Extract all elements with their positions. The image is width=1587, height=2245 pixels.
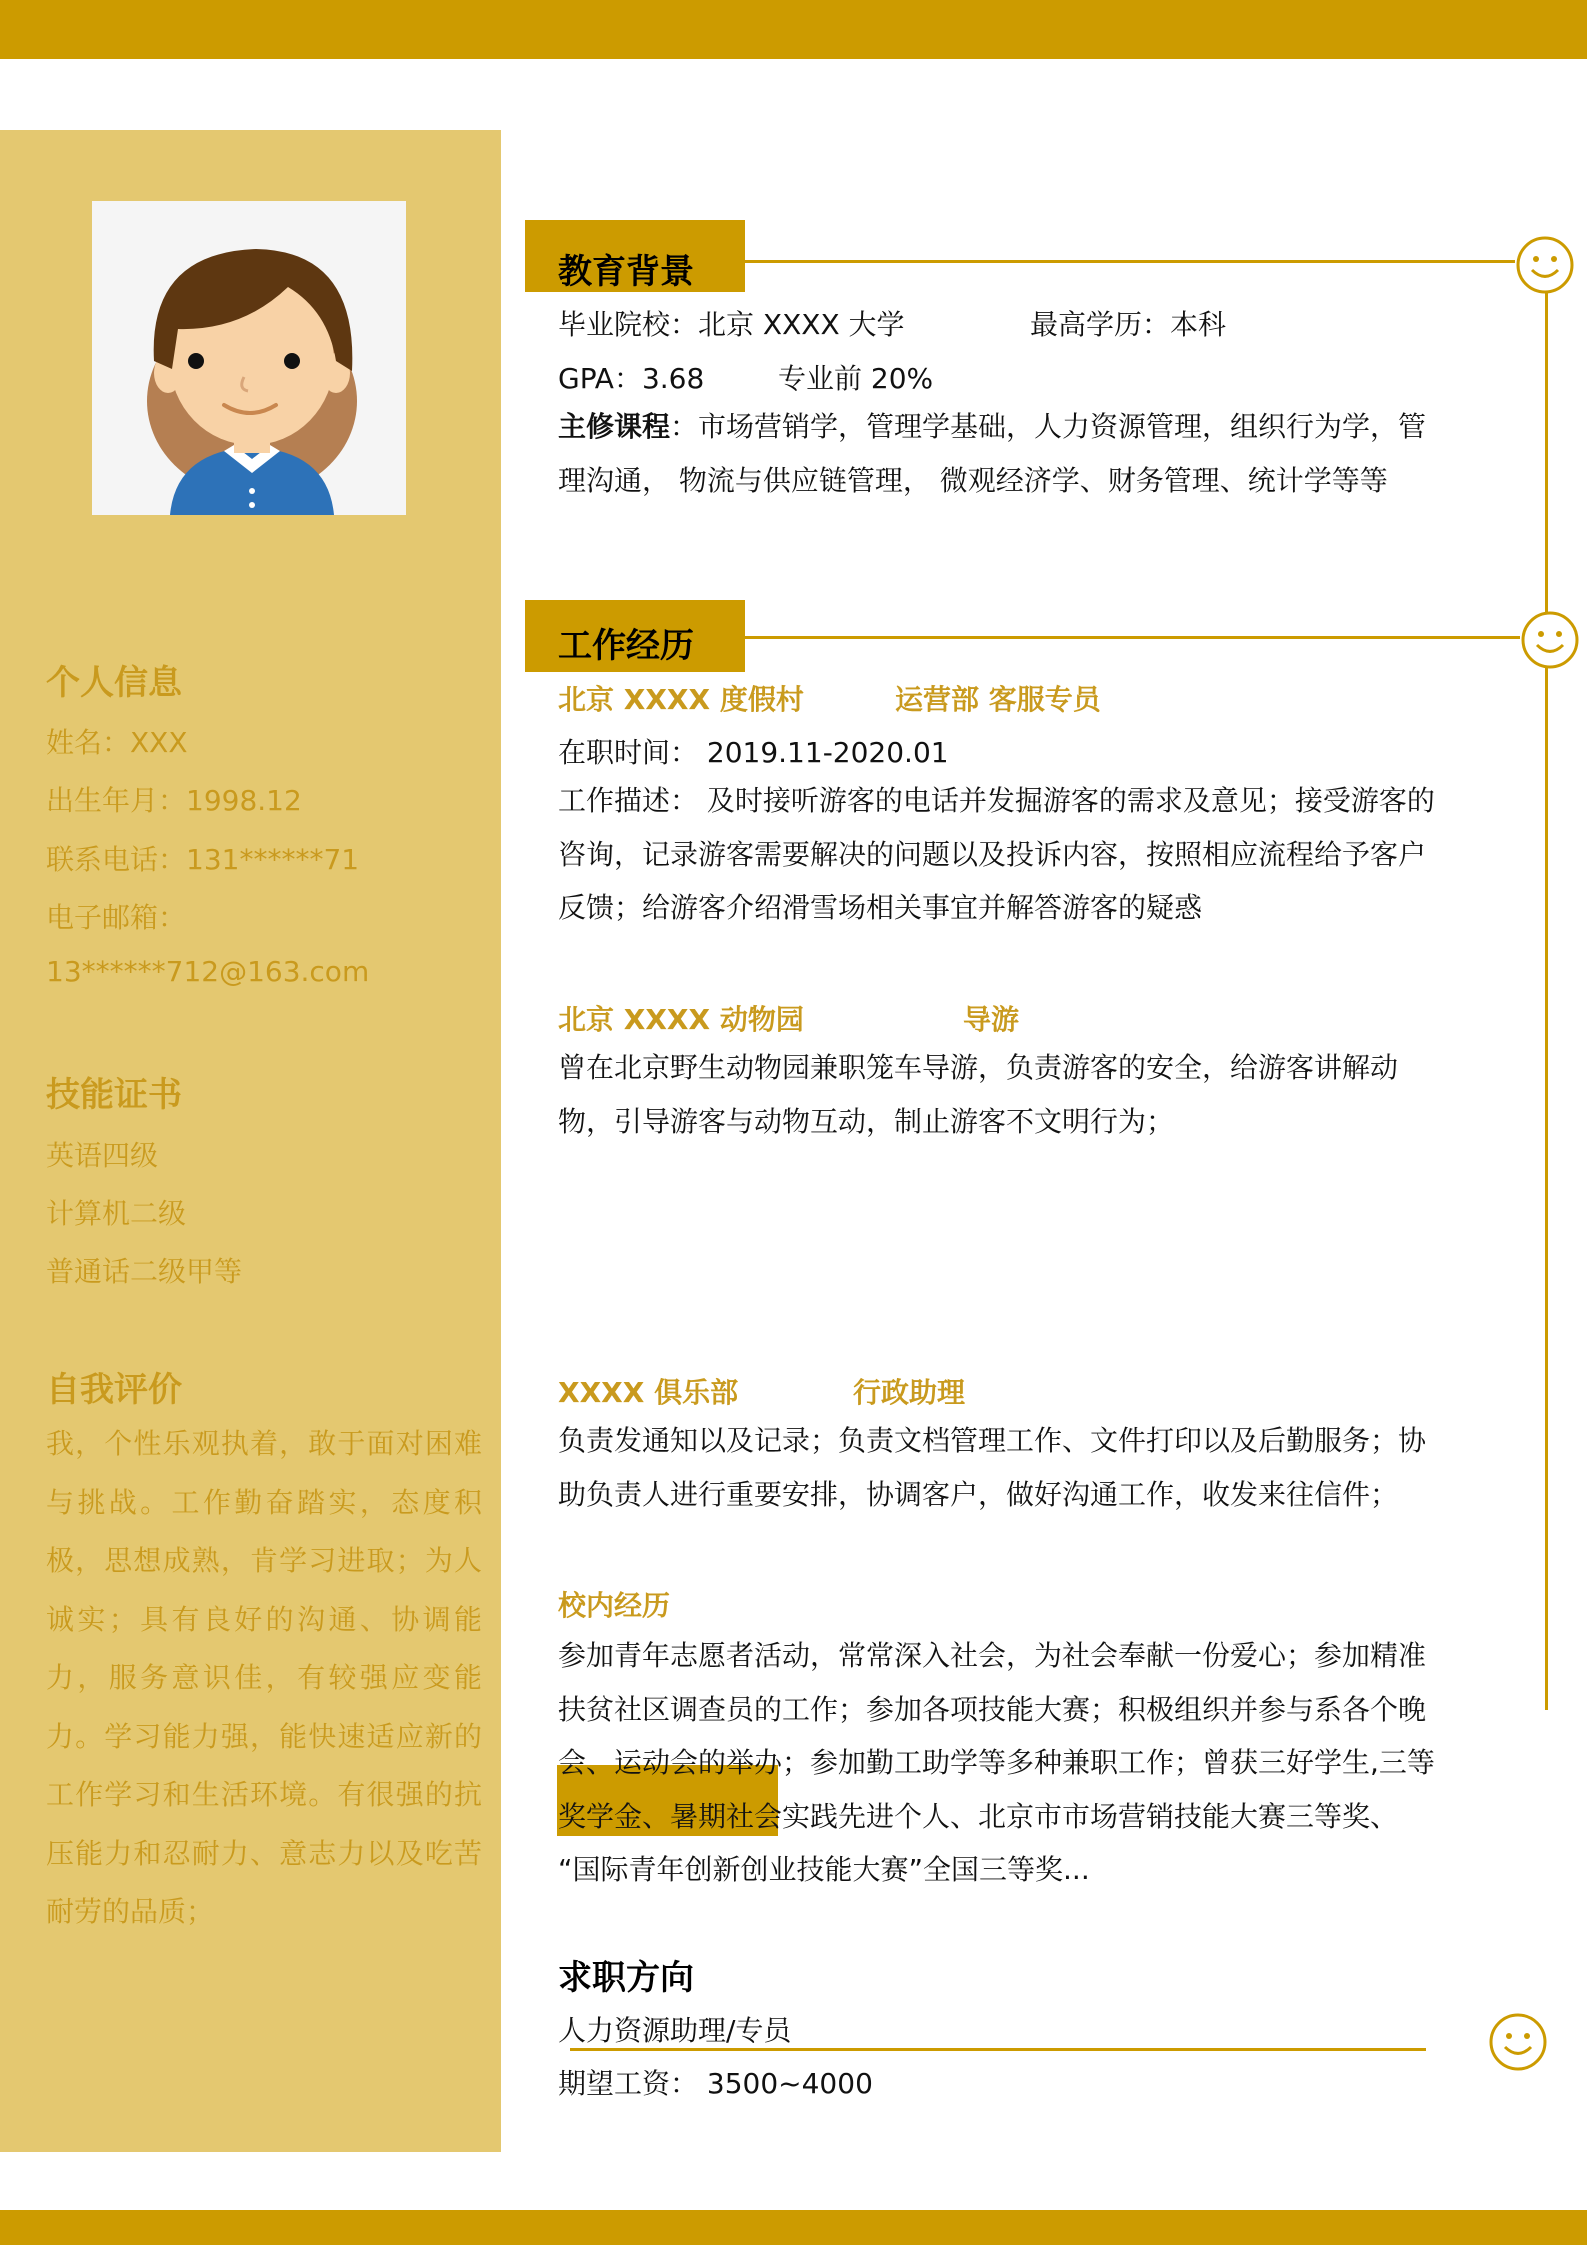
campus-heading: 校内经历 [558, 1589, 671, 1622]
skill-item: 英语四级 [46, 1139, 159, 1172]
education-courses [558, 400, 1448, 507]
courses-label: 主修课程 [558, 410, 671, 443]
job-company: XXXX 俱乐部 [558, 1376, 739, 1409]
skill-item: 普通话二级甲等 [46, 1255, 243, 1288]
education-rank: 专业前 20% [778, 362, 934, 395]
education-gpa: GPA：3.68 [558, 362, 705, 395]
top-color-band [0, 0, 1587, 59]
smiley-icon [1520, 610, 1580, 670]
self-eval-text: 我，个性乐观执着，敢于面对困难与挑战。工作勤奋踏实，态度积极，思想成熟，肯学习进取；为人诚实；具有良好的沟通、协调能力，服务意识佳，有较强应变能力。学习能力强，能快速适应新的工作学习和生活环境。有很强的抗压能力和忍耐力、意志力以及吃苦耐劳的品质； [46, 1427, 482, 1928]
skill-item: 计算机二级 [46, 1197, 187, 1230]
job-description: 曾在北京野生动物园兼职笼车导游，负责游客的安全，给游客讲解动物，引导游客与动物互动，制止游客不文明行为； [558, 1051, 1399, 1138]
objective-position: 人力资源助理/专员 [558, 2014, 792, 2047]
education-school: 毕业院校：北京 XXXX 大学 [558, 308, 905, 341]
objective-salary: 期望工资： 3500~4000 [558, 2067, 873, 2100]
personal-name: 姓名：XXX [46, 726, 188, 759]
job-description: 工作描述： 及时接听游客的电话并发掘游客的需求及意见；接受游客的咨询，记录游客需要解决的问题以及投诉内容，按照相应流程给予客户反馈；给游客介绍滑雪场相关事宜并解答游客的疑惑 [558, 784, 1435, 924]
job-description: 负责发通知以及记录；负责文档管理工作、文件打印以及后勤服务；协助负责人进行重要安排，协调客户，做好沟通工作，收发来往信件； [558, 1424, 1427, 1511]
smiley-icon [1515, 235, 1575, 295]
smiley-icon [1488, 2012, 1548, 2072]
job-role: 导游 [963, 1003, 1020, 1036]
section-divider [745, 636, 1520, 639]
personal-email-label: 电子邮箱： [46, 901, 187, 934]
education-heading: 教育背景 [558, 252, 694, 292]
section-divider [745, 260, 1515, 263]
objective-heading: 求职方向 [558, 1958, 694, 1998]
bottom-color-band [0, 2210, 1587, 2245]
personal-phone: 联系电话：131******71 [46, 843, 360, 876]
job-time: 在职时间： 2019.11-2020.01 [558, 736, 949, 769]
job-company: 北京 XXXX 动物园 [558, 1003, 804, 1036]
objective-salary-clip [558, 2048, 1258, 2100]
cartoon-avatar-icon [92, 201, 406, 515]
work-heading: 工作经历 [558, 626, 694, 666]
self-eval-heading: 自我评价 [46, 1370, 182, 1410]
job-role: 行政助理 [853, 1376, 966, 1409]
personal-birth: 出生年月：1998.12 [46, 784, 302, 817]
job-company: 北京 XXXX 度假村 [558, 683, 804, 716]
personal-info-heading: 个人信息 [46, 663, 182, 703]
avatar [92, 201, 406, 515]
campus-text: 参加青年志愿者活动，常常深入社会，为社会奉献一份爱心；参加精准扶贫社区调查员的工作；参加各项技能大赛；积极组织并参与系各个晚会、运动会的举办；参加勤工助学等多种兼职工作；曾获三好学生,三等奖学金、暑期社会实践先进个人、北京市市场营销技能大赛三等奖、 “国际青年创新创业技能大赛”全国三等奖... [558, 1639, 1435, 1886]
personal-email: 13******712@163.com [46, 955, 370, 988]
job-role: 运营部 客服专员 [895, 683, 1101, 716]
timeline-line [1545, 290, 1548, 1710]
education-degree: 最高学历：本科 [1030, 308, 1227, 341]
skills-heading: 技能证书 [46, 1075, 182, 1115]
courses-text: ：市场营销学，管理学基础，人力资源管理，组织行为学，管理沟通， 物流与供应链管理， 微观经济学、财务管理、统计学等等 [558, 410, 1427, 497]
